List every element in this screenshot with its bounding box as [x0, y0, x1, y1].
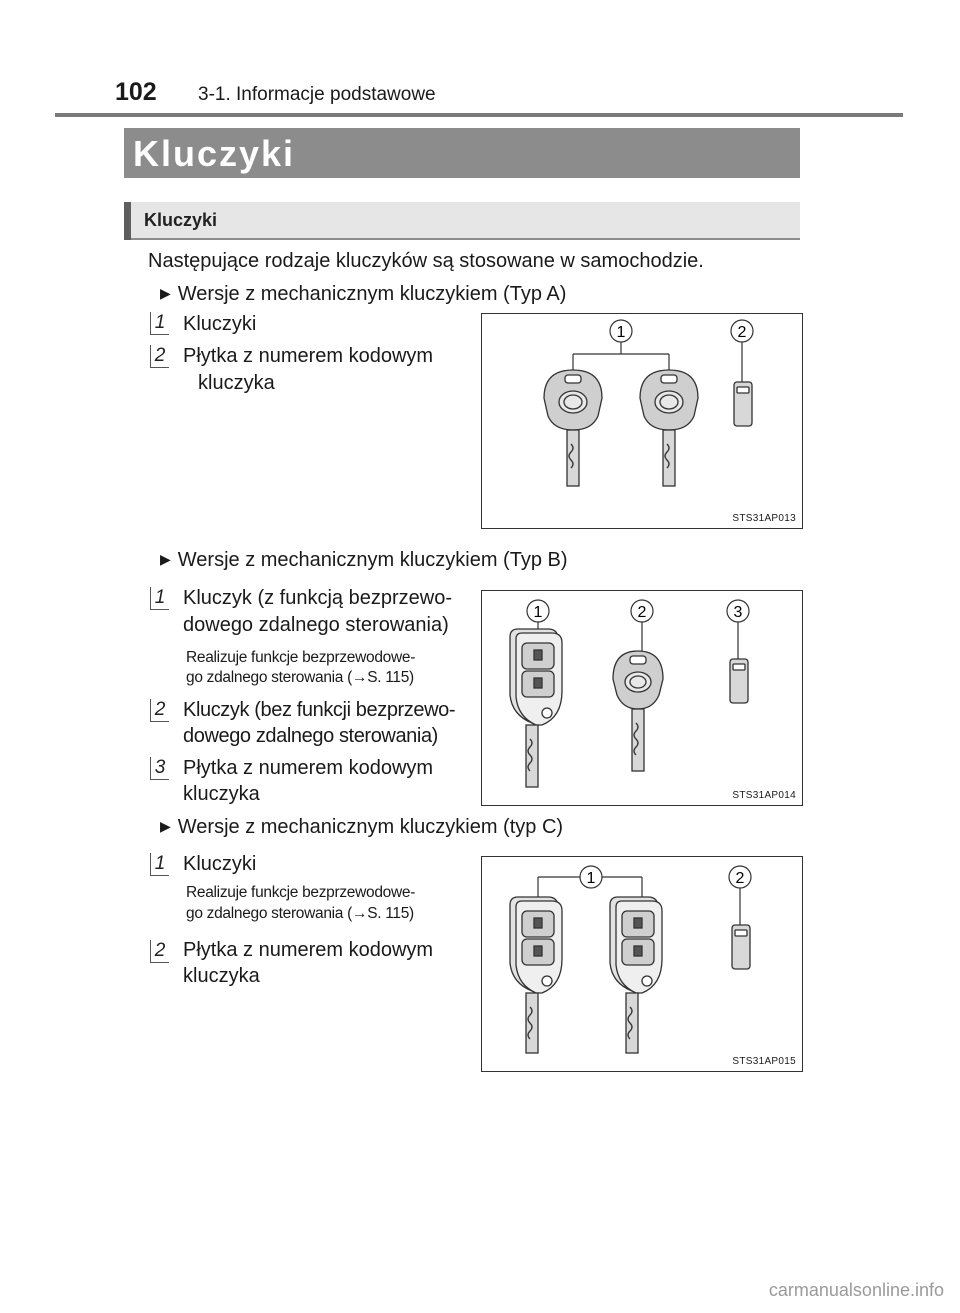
variant-a-text: Wersje z mechanicznym kluczykiem (Typ A)	[177, 283, 567, 305]
variant-b-item-3-line2: kluczyka	[183, 783, 260, 805]
header-rule	[55, 113, 903, 117]
callout-2: 2	[637, 604, 647, 621]
code-plate-icon	[732, 925, 750, 969]
item-number: 1	[150, 312, 169, 335]
lock-icon	[534, 918, 542, 928]
chapter-title: 3-1. Informacje podstawowe	[198, 84, 436, 105]
figure-code: STS31AP014	[732, 790, 796, 801]
variant-c-text: Wersje z mechanicznym kluczykiem (typ C)	[177, 816, 564, 838]
variant-b-item-2-line2: dowego zdalnego sterowania)	[183, 725, 438, 747]
variant-c-item-1: Kluczyki	[183, 853, 257, 875]
code-plate-icon	[734, 382, 752, 426]
variant-b-text: Wersje z mechanicznym kluczykiem (Typ B)	[177, 549, 568, 571]
key-icon	[544, 370, 602, 486]
watermark: carmanualsonline.info	[768, 1280, 944, 1300]
code-plate-icon	[730, 659, 748, 703]
page-number: 102	[115, 78, 157, 106]
callout-1: 1	[616, 324, 626, 341]
key-icon	[613, 651, 663, 771]
remote-key-icon	[610, 897, 662, 1053]
variant-b-item-1-line2: dowego zdalnego sterowania)	[183, 614, 449, 636]
item-number: 1	[150, 853, 169, 876]
callout-2: 2	[737, 324, 747, 341]
section-title-band	[124, 128, 800, 178]
callout-1: 1	[533, 604, 543, 621]
figure-keys-type-b	[481, 590, 803, 806]
figure-code: STS31AP015	[732, 1056, 796, 1067]
item-number: 1	[150, 587, 169, 610]
remote-key-icon	[510, 897, 562, 1053]
variant-c-item-2-line2: kluczyka	[183, 965, 260, 987]
variant-b-item-1-note1: Realizuje funkcje bezprzewodowe-	[186, 649, 416, 666]
item-number: 2	[150, 940, 169, 963]
variant-b-item-1-line1: Kluczyk (z funkcją bezprzewo-	[183, 587, 452, 609]
triangle-right-icon: ▶	[160, 551, 171, 567]
variant-a-item-2-line1: Płytka z numerem kodowym	[183, 345, 434, 367]
subsection-header	[124, 202, 800, 240]
section-title: Kluczyki	[133, 133, 296, 174]
unlock-icon	[534, 678, 542, 688]
item-number: 3	[150, 757, 169, 780]
triangle-right-icon: ▶	[160, 818, 171, 834]
remote-key-icon	[510, 629, 562, 787]
variant-b-item-1-note2: go zdalnego sterowania (→S. 115)	[186, 669, 414, 686]
variant-b-item-3-line1: Płytka z numerem kodowym	[183, 757, 434, 779]
variant-a-item-2-line2: kluczyka	[198, 372, 275, 394]
callout-3: 3	[733, 604, 743, 621]
variant-c-item-1-note1: Realizuje funkcje bezprzewodowe-	[186, 884, 416, 901]
figure-keys-type-c	[481, 856, 803, 1072]
variant-b-item-2-line1: Kluczyk (bez funkcji bezprzewo-	[183, 699, 456, 721]
variant-a-item-1: Kluczyki	[183, 313, 257, 335]
figure-keys-type-a	[481, 313, 803, 529]
unlock-icon	[534, 946, 542, 956]
callout-2: 2	[735, 870, 745, 887]
variant-c-heading	[160, 816, 563, 839]
lock-icon	[634, 918, 642, 928]
item-number: 2	[150, 699, 169, 722]
variant-c-item-1-note2: go zdalnego sterowania (→S. 115)	[186, 905, 414, 922]
variant-a-heading	[160, 283, 566, 306]
subsection-bar	[124, 202, 131, 240]
subsection-title: Kluczyki	[144, 210, 218, 230]
variant-b-heading	[160, 549, 568, 572]
variant-c-item-2-line1: Płytka z numerem kodowym	[183, 939, 434, 961]
unlock-icon	[634, 946, 642, 956]
triangle-right-icon: ▶	[160, 285, 171, 301]
key-icon	[640, 370, 698, 486]
lock-icon	[534, 650, 542, 660]
callout-1: 1	[586, 870, 596, 887]
figure-code: STS31AP013	[732, 513, 796, 524]
intro-text: Następujące rodzaje kluczyków są stosowane w samochodzie.	[148, 250, 704, 272]
item-number: 2	[150, 345, 169, 368]
